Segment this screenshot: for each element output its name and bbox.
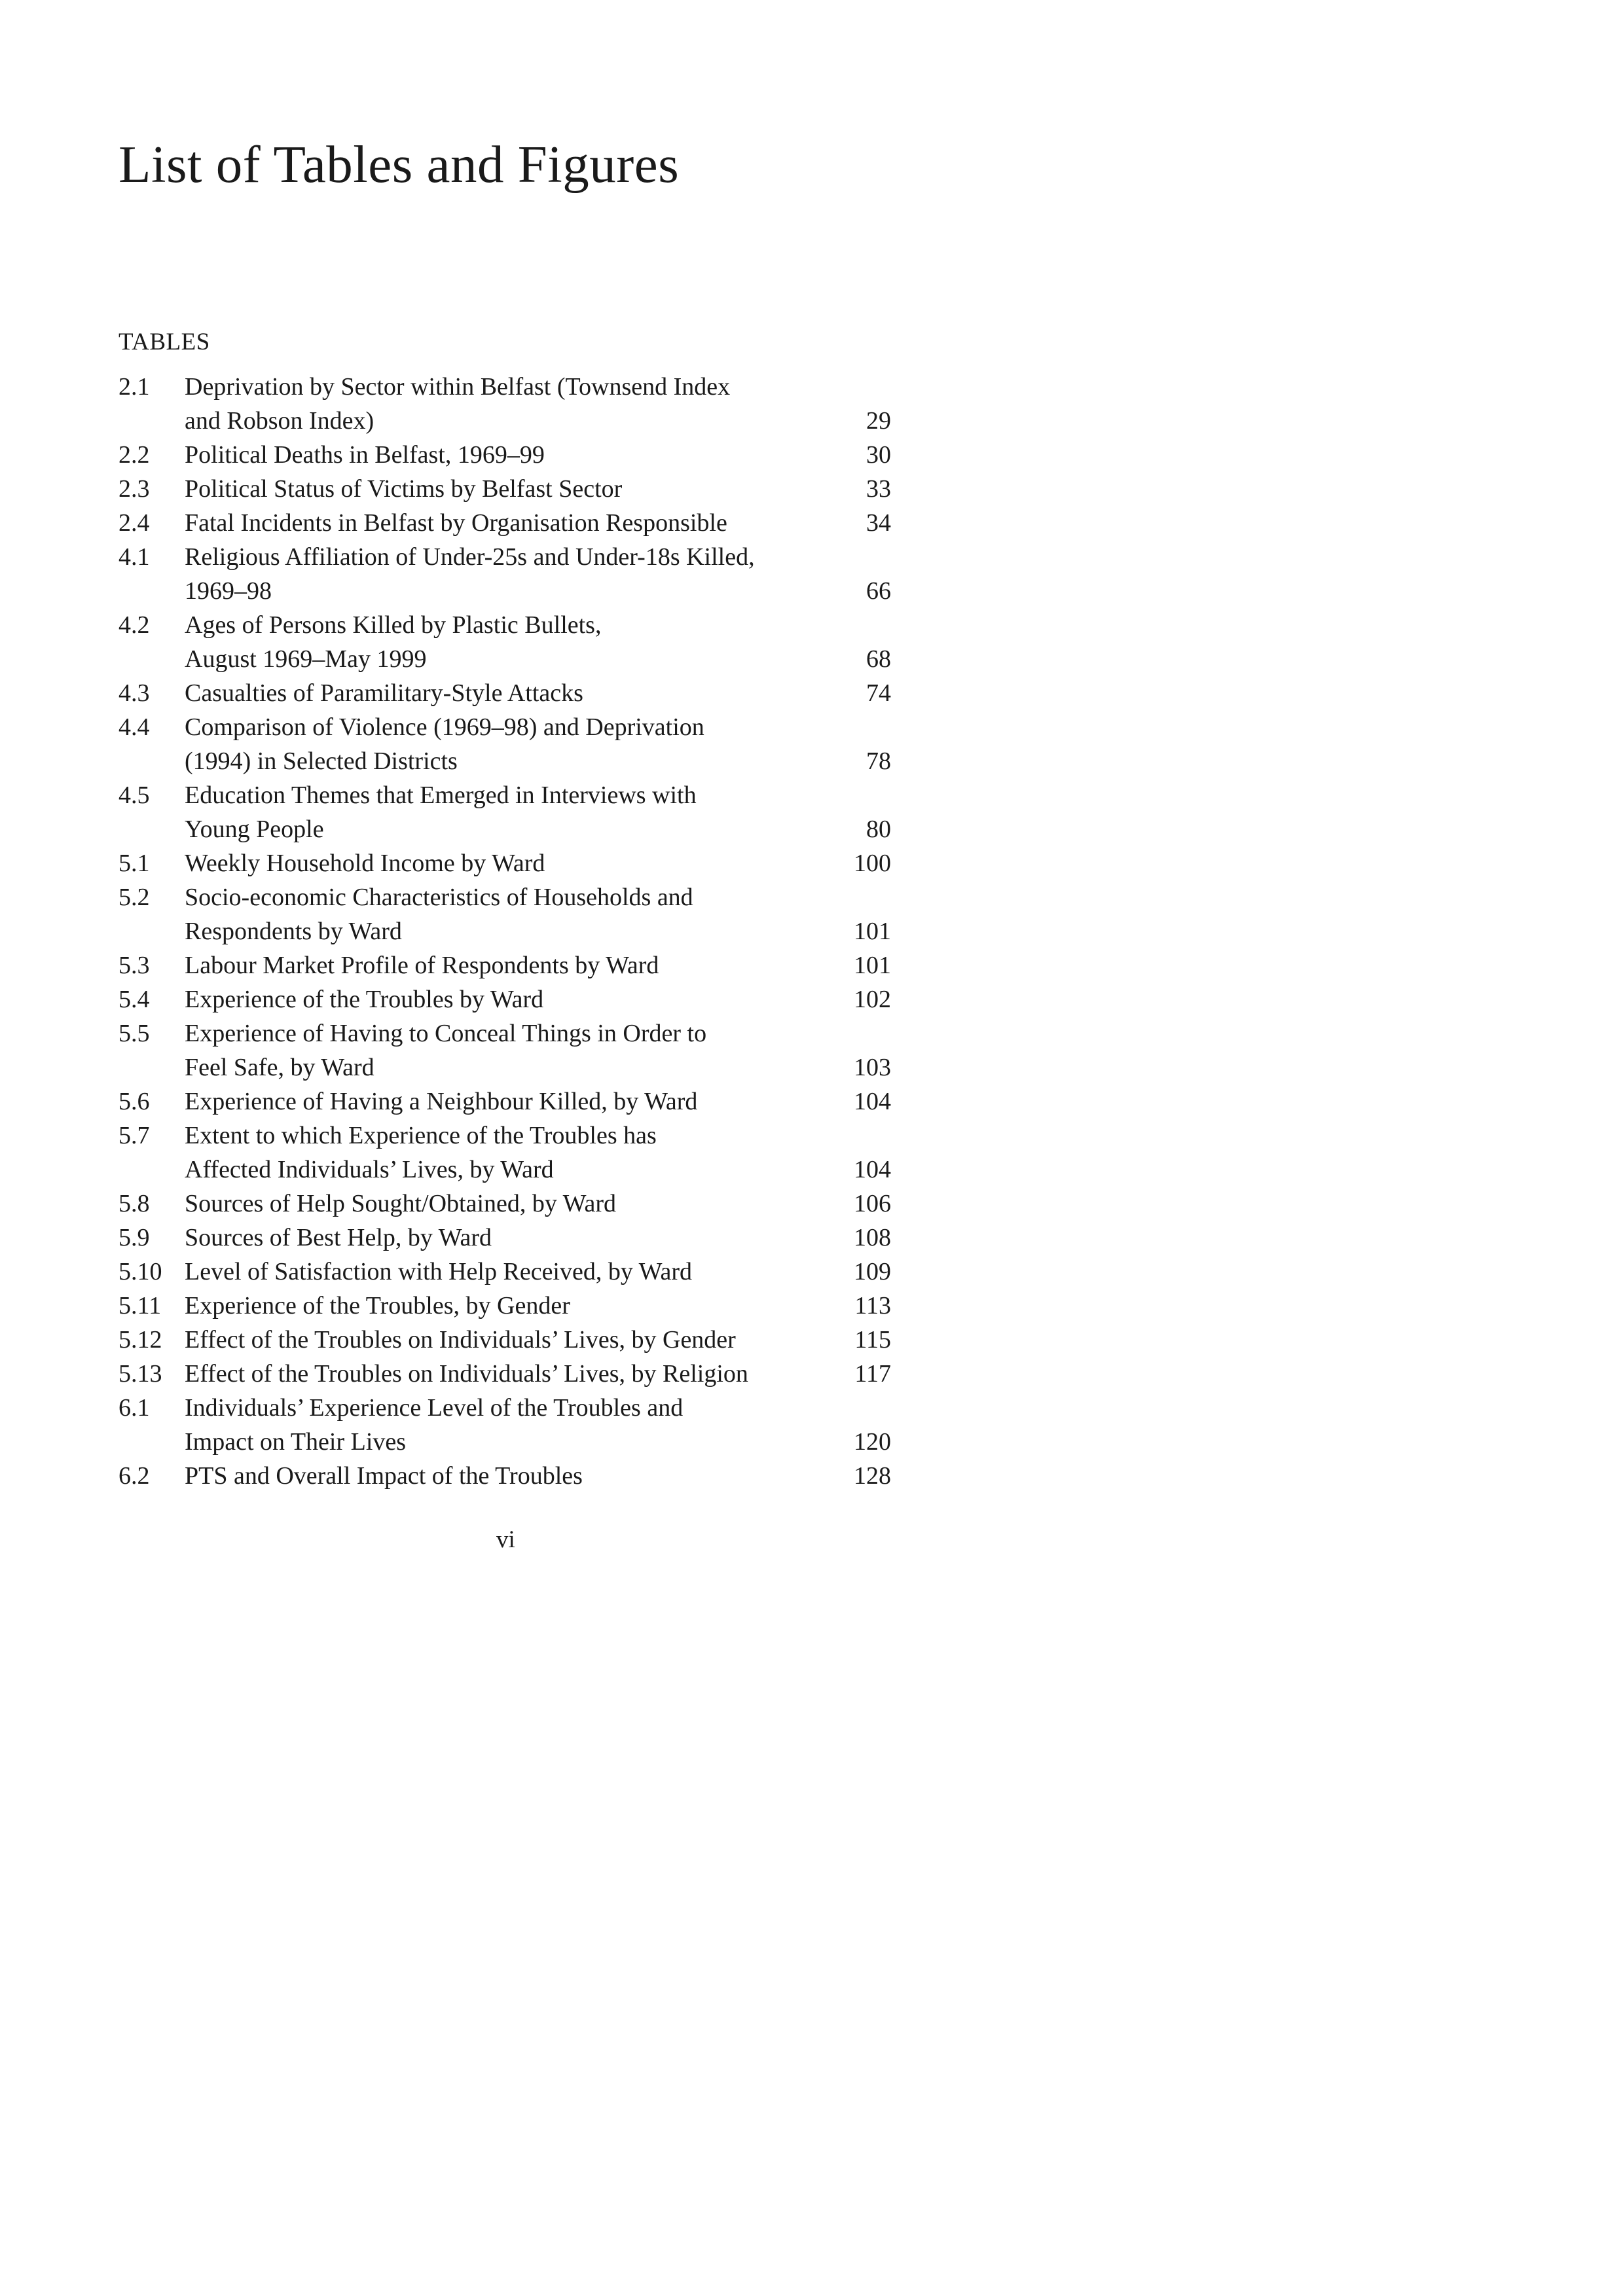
- toc-entry-number: 5.5: [119, 1020, 150, 1047]
- toc-entry: [119, 778, 891, 846]
- toc-entry-number: 5.13: [119, 1360, 162, 1388]
- toc-entry-page: 109: [854, 1258, 891, 1285]
- toc-entry-title-line: Education Themes that Emerged in Interviews with: [185, 781, 697, 809]
- toc-entry-number: 5.8: [119, 1190, 150, 1217]
- toc-entry-title-line: Comparison of Violence (1969–98) and Deprivation: [185, 713, 704, 741]
- toc-entry-page: 117: [854, 1360, 891, 1388]
- toc-entry-page: 80: [866, 816, 891, 843]
- tables-list: [119, 370, 891, 1493]
- toc-entry-page: 100: [854, 850, 891, 877]
- toc-entry: [119, 370, 891, 438]
- toc-entry: [119, 1187, 891, 1221]
- toc-entry-page: 29: [866, 407, 891, 435]
- toc-entry-title: [185, 1391, 812, 1459]
- toc-entry-page: 78: [866, 747, 891, 775]
- toc-entry: [119, 948, 891, 982]
- toc-entry-number: 2.1: [119, 373, 150, 401]
- toc-entry-page: 115: [854, 1326, 891, 1354]
- toc-entry-number: 4.1: [119, 543, 150, 571]
- toc-entry-title-line: Sources of Best Help, by Ward: [185, 1224, 492, 1251]
- toc-entry: [119, 1119, 891, 1187]
- toc-entry-title: [185, 948, 812, 982]
- toc-entry-page: 101: [854, 952, 891, 979]
- toc-entry-title-line: Labour Market Profile of Respondents by Ward: [185, 952, 659, 979]
- toc-entry-title-line: Ages of Persons Killed by Plastic Bullets,: [185, 611, 602, 639]
- toc-entry: [119, 540, 891, 608]
- toc-entry-title-line: Experience of the Troubles, by Gender: [185, 1292, 570, 1319]
- toc-entry-page: 104: [854, 1156, 891, 1183]
- toc-entry: [119, 608, 891, 676]
- toc-entry-number: 4.4: [119, 713, 150, 741]
- toc-entry-page: 120: [854, 1428, 891, 1456]
- toc-entry-title-line: Weekly Household Income by Ward: [185, 850, 545, 877]
- toc-entry-page: 128: [854, 1462, 891, 1490]
- toc-entry-page: 108: [854, 1224, 891, 1251]
- toc-entry: [119, 1255, 891, 1289]
- toc-entry: [119, 1289, 891, 1323]
- toc-entry-title-line: Fatal Incidents in Belfast by Organisation Responsible: [185, 509, 727, 537]
- toc-entry-title-line: Socio-economic Characteristics of Households and: [185, 884, 693, 911]
- toc-entry-page: 33: [866, 475, 891, 503]
- toc-entry-title: [185, 438, 812, 472]
- toc-entry-page: 66: [866, 577, 891, 605]
- toc-entry-title: [185, 540, 812, 608]
- toc-entry-title-line: (1994) in Selected Districts: [185, 747, 458, 775]
- toc-entry-title-line: Extent to which Experience of the Troubles has: [185, 1122, 657, 1149]
- toc-entry: [119, 506, 891, 540]
- section-heading-tables: TABLES: [119, 329, 210, 355]
- toc-entry-number: 6.1: [119, 1394, 150, 1422]
- toc-entry-title-line: Deprivation by Sector within Belfast (Townsend Index: [185, 373, 731, 401]
- toc-entry-title-line: Feel Safe, by Ward: [185, 1054, 374, 1081]
- toc-entry-page: 102: [854, 986, 891, 1013]
- toc-entry-number: 4.3: [119, 679, 150, 707]
- toc-entry: [119, 676, 891, 710]
- toc-entry-title-line: Experience of the Troubles by Ward: [185, 986, 544, 1013]
- toc-entry-number: 5.9: [119, 1224, 150, 1251]
- toc-entry-page: 74: [866, 679, 891, 707]
- toc-entry-page: 30: [866, 441, 891, 469]
- toc-entry-title-line: 1969–98: [185, 577, 272, 605]
- toc-entry-title: [185, 506, 812, 540]
- toc-entry-number: 4.2: [119, 611, 150, 639]
- toc-entry-title-line: Political Deaths in Belfast, 1969–99: [185, 441, 545, 469]
- toc-entry: [119, 1459, 891, 1493]
- toc-entry-number: 6.2: [119, 1462, 150, 1490]
- toc-entry-title-line: Casualties of Paramilitary-Style Attacks: [185, 679, 583, 707]
- toc-entry-title: [185, 472, 812, 506]
- toc-entry-title-line: Sources of Help Sought/Obtained, by Ward: [185, 1190, 617, 1217]
- toc-entry-title-line: Experience of Having to Conceal Things in Order to: [185, 1020, 707, 1047]
- toc-entry-title-line: Young People: [185, 816, 324, 843]
- toc-entry-number: 2.2: [119, 441, 150, 469]
- toc-entry-title: [185, 710, 812, 778]
- toc-entry-number: 4.5: [119, 781, 150, 809]
- toc-entry-title: [185, 370, 812, 438]
- toc-entry-title: [185, 1187, 812, 1221]
- toc-entry-title-line: Effect of the Troubles on Individuals’ Lives, by Religion: [185, 1360, 748, 1388]
- toc-entry-title: [185, 1255, 812, 1289]
- toc-entry: [119, 880, 891, 948]
- toc-entry-title-line: and Robson Index): [185, 407, 374, 435]
- toc-entry-number: 5.10: [119, 1258, 162, 1285]
- toc-entry-title: [185, 1289, 812, 1323]
- toc-entry: [119, 710, 891, 778]
- toc-entry: [119, 472, 891, 506]
- toc-entry-title: [185, 846, 812, 880]
- toc-entry-title: [185, 608, 812, 676]
- toc-entry: [119, 982, 891, 1016]
- toc-entry-title: [185, 778, 812, 846]
- toc-entry-title-line: Affected Individuals’ Lives, by Ward: [185, 1156, 554, 1183]
- toc-entry-title: [185, 880, 812, 948]
- toc-entry-number: 5.12: [119, 1326, 162, 1354]
- toc-entry-title: [185, 1016, 812, 1085]
- toc-entry-page: 34: [866, 509, 891, 537]
- toc-entry: [119, 1221, 891, 1255]
- toc-entry-page: 101: [854, 918, 891, 945]
- page-number: vi: [496, 1526, 515, 1553]
- toc-entry-title-line: Respondents by Ward: [185, 918, 402, 945]
- toc-entry-title-line: Experience of Having a Neighbour Killed, by Ward: [185, 1088, 698, 1115]
- toc-entry: [119, 438, 891, 472]
- toc-entry: [119, 1085, 891, 1119]
- toc-entry-title: [185, 676, 812, 710]
- toc-entry-page: 104: [854, 1088, 891, 1115]
- toc-entry-title: [185, 1221, 812, 1255]
- toc-entry-title-line: Level of Satisfaction with Help Received, by Ward: [185, 1258, 693, 1285]
- toc-entry-number: 5.6: [119, 1088, 150, 1115]
- toc-entry-number: 5.11: [119, 1292, 162, 1319]
- toc-entry-number: 5.2: [119, 884, 150, 911]
- toc-entry-page: 103: [854, 1054, 891, 1081]
- toc-entry-page: 113: [854, 1292, 891, 1319]
- toc-entry-title-line: August 1969–May 1999: [185, 645, 427, 673]
- toc-entry-title-line: Effect of the Troubles on Individuals’ Lives, by Gender: [185, 1326, 736, 1354]
- toc-entry-page: 68: [866, 645, 891, 673]
- toc-entry-page: 106: [854, 1190, 891, 1217]
- toc-entry-title: [185, 1357, 812, 1391]
- toc-entry-title-line: Religious Affiliation of Under-25s and Under-18s Killed,: [185, 543, 755, 571]
- toc-entry-number: 5.1: [119, 850, 150, 877]
- toc-entry-title: [185, 1119, 812, 1187]
- toc-entry: [119, 1357, 891, 1391]
- toc-entry: [119, 1323, 891, 1357]
- toc-entry-number: 5.4: [119, 986, 150, 1013]
- toc-entry: [119, 1391, 891, 1459]
- toc-entry-title-line: PTS and Overall Impact of the Troubles: [185, 1462, 583, 1490]
- toc-entry-title: [185, 1085, 812, 1119]
- toc-entry-number: 2.4: [119, 509, 150, 537]
- toc-entry: [119, 1016, 891, 1085]
- toc-entry-title-line: Political Status of Victims by Belfast Sector: [185, 475, 623, 503]
- toc-entry-title: [185, 1459, 812, 1493]
- toc-entry-title: [185, 1323, 812, 1357]
- toc-entry-number: 2.3: [119, 475, 150, 503]
- toc-entry: [119, 846, 891, 880]
- toc-entry-title-line: Impact on Their Lives: [185, 1428, 407, 1456]
- toc-entry-number: 5.7: [119, 1122, 150, 1149]
- toc-entry-number: 5.3: [119, 952, 150, 979]
- toc-entry-title: [185, 982, 812, 1016]
- page-title: List of Tables and Figures: [119, 135, 680, 194]
- toc-entry-title-line: Individuals’ Experience Level of the Troubles and: [185, 1394, 684, 1422]
